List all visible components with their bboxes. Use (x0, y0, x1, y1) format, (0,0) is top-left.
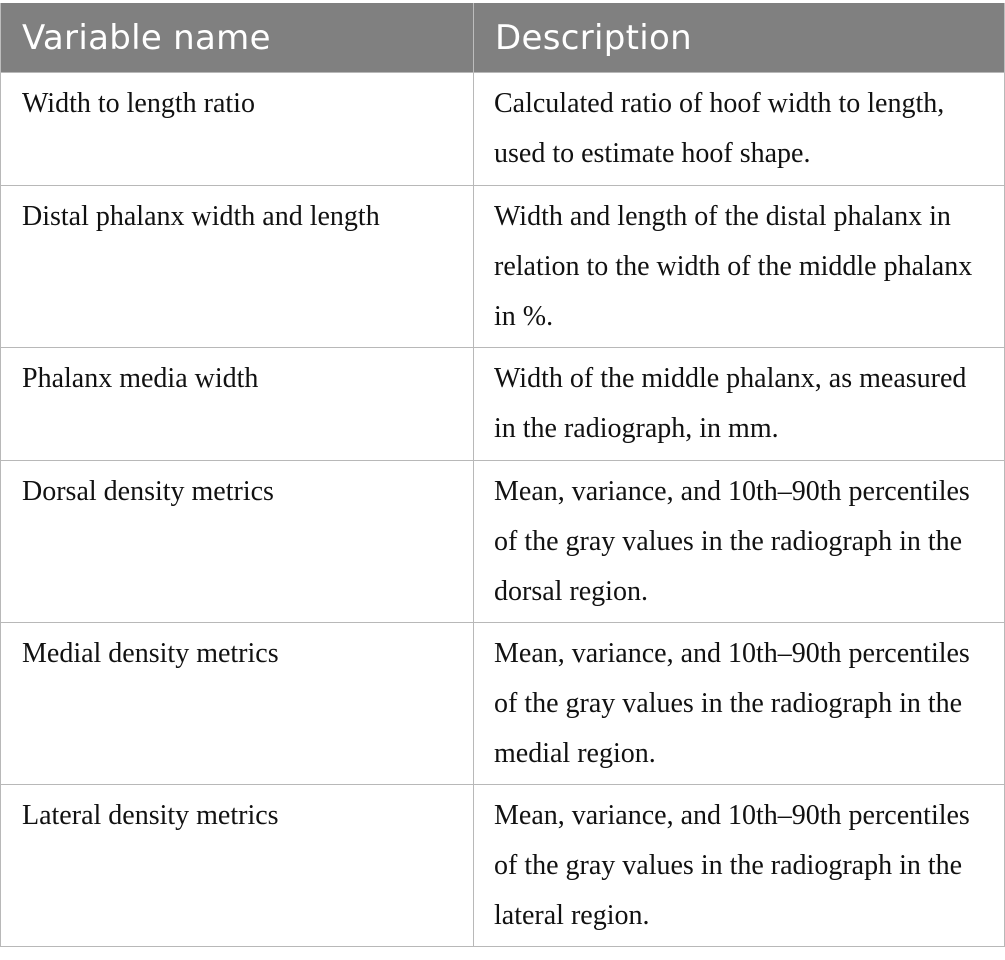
header-description: Description (474, 3, 1005, 73)
description-cell: Mean, variance, and 10th–90th percentiles of the gray values in the radiograph in the lateral region. (474, 785, 1005, 947)
table-header (1, 3, 1005, 73)
header-variable-name: Variable name (1, 3, 474, 73)
description-cell: Width of the middle phalanx, as measured in the radiograph, in mm. (474, 348, 1005, 461)
variables-table-container (0, 3, 1004, 947)
table-row (1, 348, 1005, 461)
table-body (1, 73, 1005, 947)
table-row (1, 186, 1005, 348)
table-row (1, 461, 1005, 623)
variable-cell: Lateral density metrics (1, 785, 474, 947)
description-cell: Width and length of the distal phalanx in relation to the width of the middle phalanx in %. (474, 186, 1005, 348)
description-cell: Calculated ratio of hoof width to length, used to estimate hoof shape. (474, 73, 1005, 186)
description-cell: Mean, variance, and 10th–90th percentiles of the gray values in the radiograph in the medial region. (474, 623, 1005, 785)
variable-cell: Dorsal density metrics (1, 461, 474, 623)
table-row (1, 623, 1005, 785)
variable-cell: Width to length ratio (1, 73, 474, 186)
table-row (1, 785, 1005, 947)
description-cell: Mean, variance, and 10th–90th percentiles of the gray values in the radiograph in the dorsal region. (474, 461, 1005, 623)
header-row (1, 3, 1005, 73)
table-row (1, 73, 1005, 186)
variable-cell: Distal phalanx width and length (1, 186, 474, 348)
variables-table (0, 3, 1005, 947)
variable-cell: Phalanx media width (1, 348, 474, 461)
variable-cell: Medial density metrics (1, 623, 474, 785)
